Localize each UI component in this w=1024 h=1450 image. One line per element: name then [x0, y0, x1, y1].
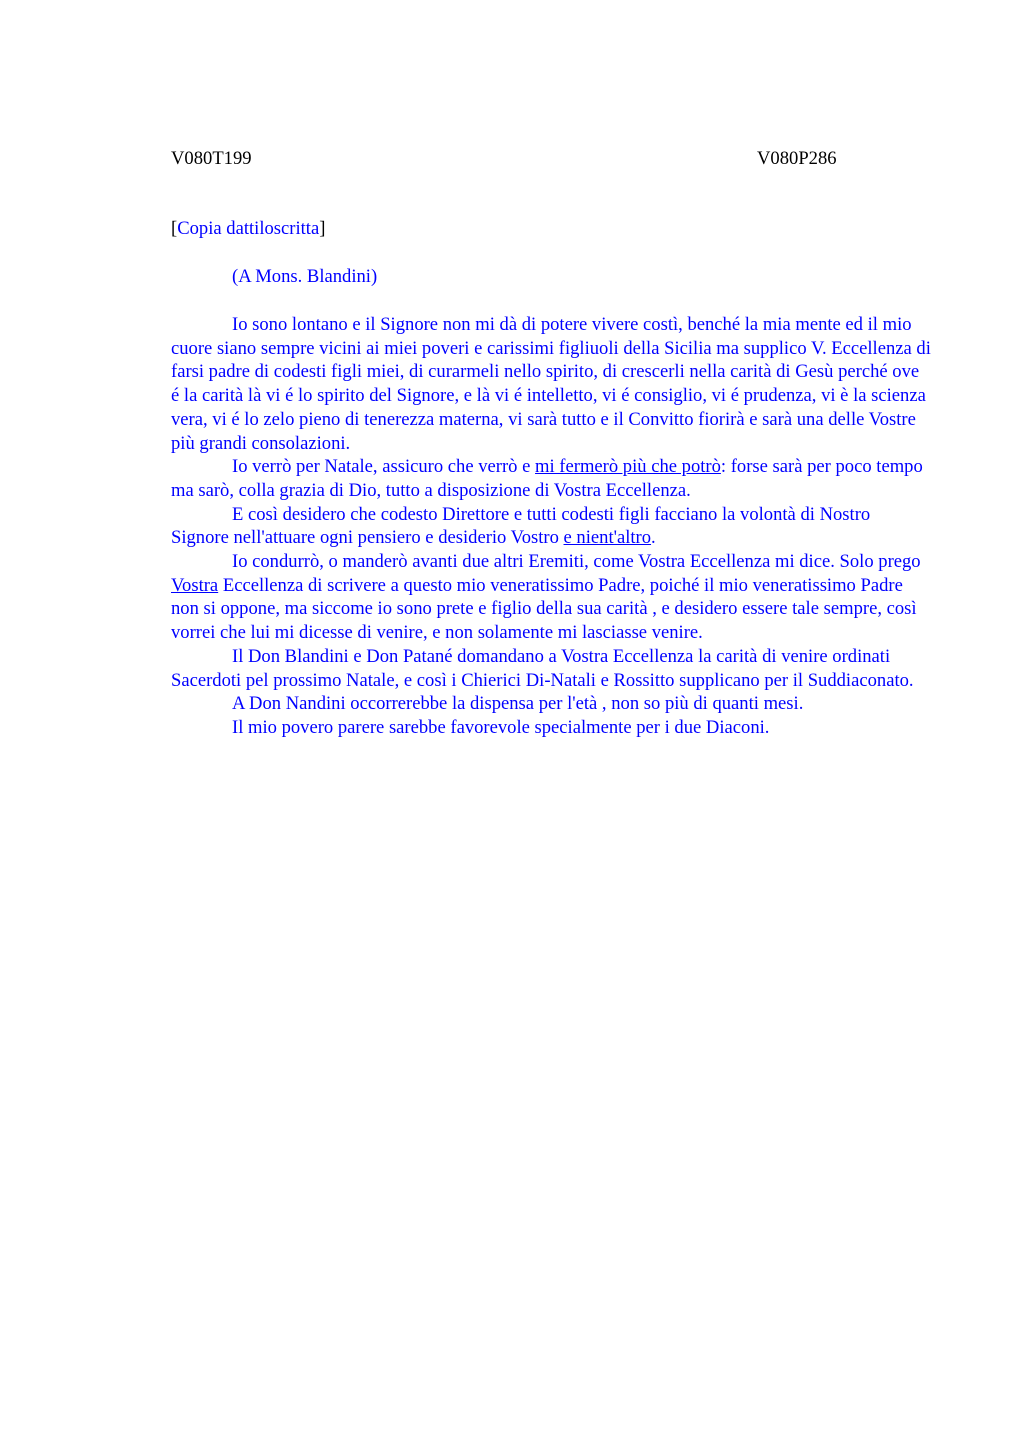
- paragraph-4-text-b: Eccellenza di scrivere a questo mio veneratissimo Padre, poiché il mio veneratissimo Padre non si oppone, ma siccome io sono prete e figlio della sua carità , e desidero essere tale sempre, così vorrei che lui mi dicesse di venire, e non solamente mi lasciasse venire.: [171, 574, 917, 644]
- paragraph-3-text-b: .: [651, 527, 656, 549]
- paragraph-1: Io sono lontano e il Signore non mi dà di potere vivere costì, benché la mia mente ed il mio cuore siano sempre vicini ai miei poveri e carissimi figliuoli della Sicilia ma supplico V. Eccellenza di farsi padre di codesti figli miei, di curarmeli nello spirito, di crescerli nella carità di Gesù perché ove é la carità là vi é lo spirito del Signore, e là vi é intelletto, vi é consiglio, vi é prudenza, vi è la scienza vera, vi é lo zelo pieno di tenerezza materna, vi sarà tutto e il Convitto fiorirà e sarà una delle Vostre più grandi consolazioni.: [171, 314, 931, 454]
- document-header: [171, 147, 931, 171]
- paragraph-3-underlined: e nient'altro: [563, 527, 652, 549]
- paragraph-7: Il mio povero parere sarebbe favorevole specialmente per i due Diaconi.: [232, 716, 770, 738]
- bracket-close: ]: [319, 218, 326, 239]
- paragraph-3-text-a: E così desidero che codesto Direttore e tutti codesti figli facciano la volontà di Nostro Signore nell'attuare ogni pensiero e desiderio Vostro: [171, 503, 871, 549]
- paragraph-2: [171, 455, 931, 502]
- paragraph-5: Il Don Blandini e Don Patané domandano a Vostra Eccellenza la carità di venire ordinati Sacerdoti pel prossimo Natale, e così i Chierici Di-Natali e Rossitto supplicano per il Suddiaconato.: [171, 645, 914, 691]
- paragraph-6: A Don Nandini occorrerebbe la dispensa per l'età , non so più di quanti mesi.: [232, 693, 804, 715]
- letter-body: [171, 313, 931, 740]
- recipient-label: A Mons. Blandini: [238, 266, 371, 287]
- paragraph-2-text-a: Io verrò per Natale, assicuro che verrò e: [232, 456, 536, 478]
- paragraph-4-text-a: Io condurrò, o manderò avanti due altri Eremiti, come Vostra Eccellenza mi dice. Solo prego: [232, 551, 921, 573]
- recipient-line: [171, 265, 931, 289]
- paren-close: ): [370, 266, 378, 287]
- copy-type-note: [171, 217, 931, 241]
- document-code-left: V080T199: [171, 148, 252, 169]
- paragraph-4: [171, 550, 931, 645]
- copy-type-label: Copia dattiloscritta: [177, 218, 320, 239]
- document-code-right: V080P286: [757, 148, 837, 169]
- paragraph-2-underlined: mi fermerò più che potrò: [535, 456, 721, 478]
- document-page: [171, 147, 931, 740]
- bracket-open: [: [171, 218, 178, 239]
- paragraph-2-text-b: : forse sarà per poco tempo ma sarò, colla grazia di Dio, tutto a disposizione di Vostra Eccellenza.: [171, 456, 923, 501]
- paragraph-3: [171, 503, 931, 550]
- paren-open: (: [232, 266, 239, 287]
- paragraph-4-underlined: Vostra: [171, 574, 219, 596]
